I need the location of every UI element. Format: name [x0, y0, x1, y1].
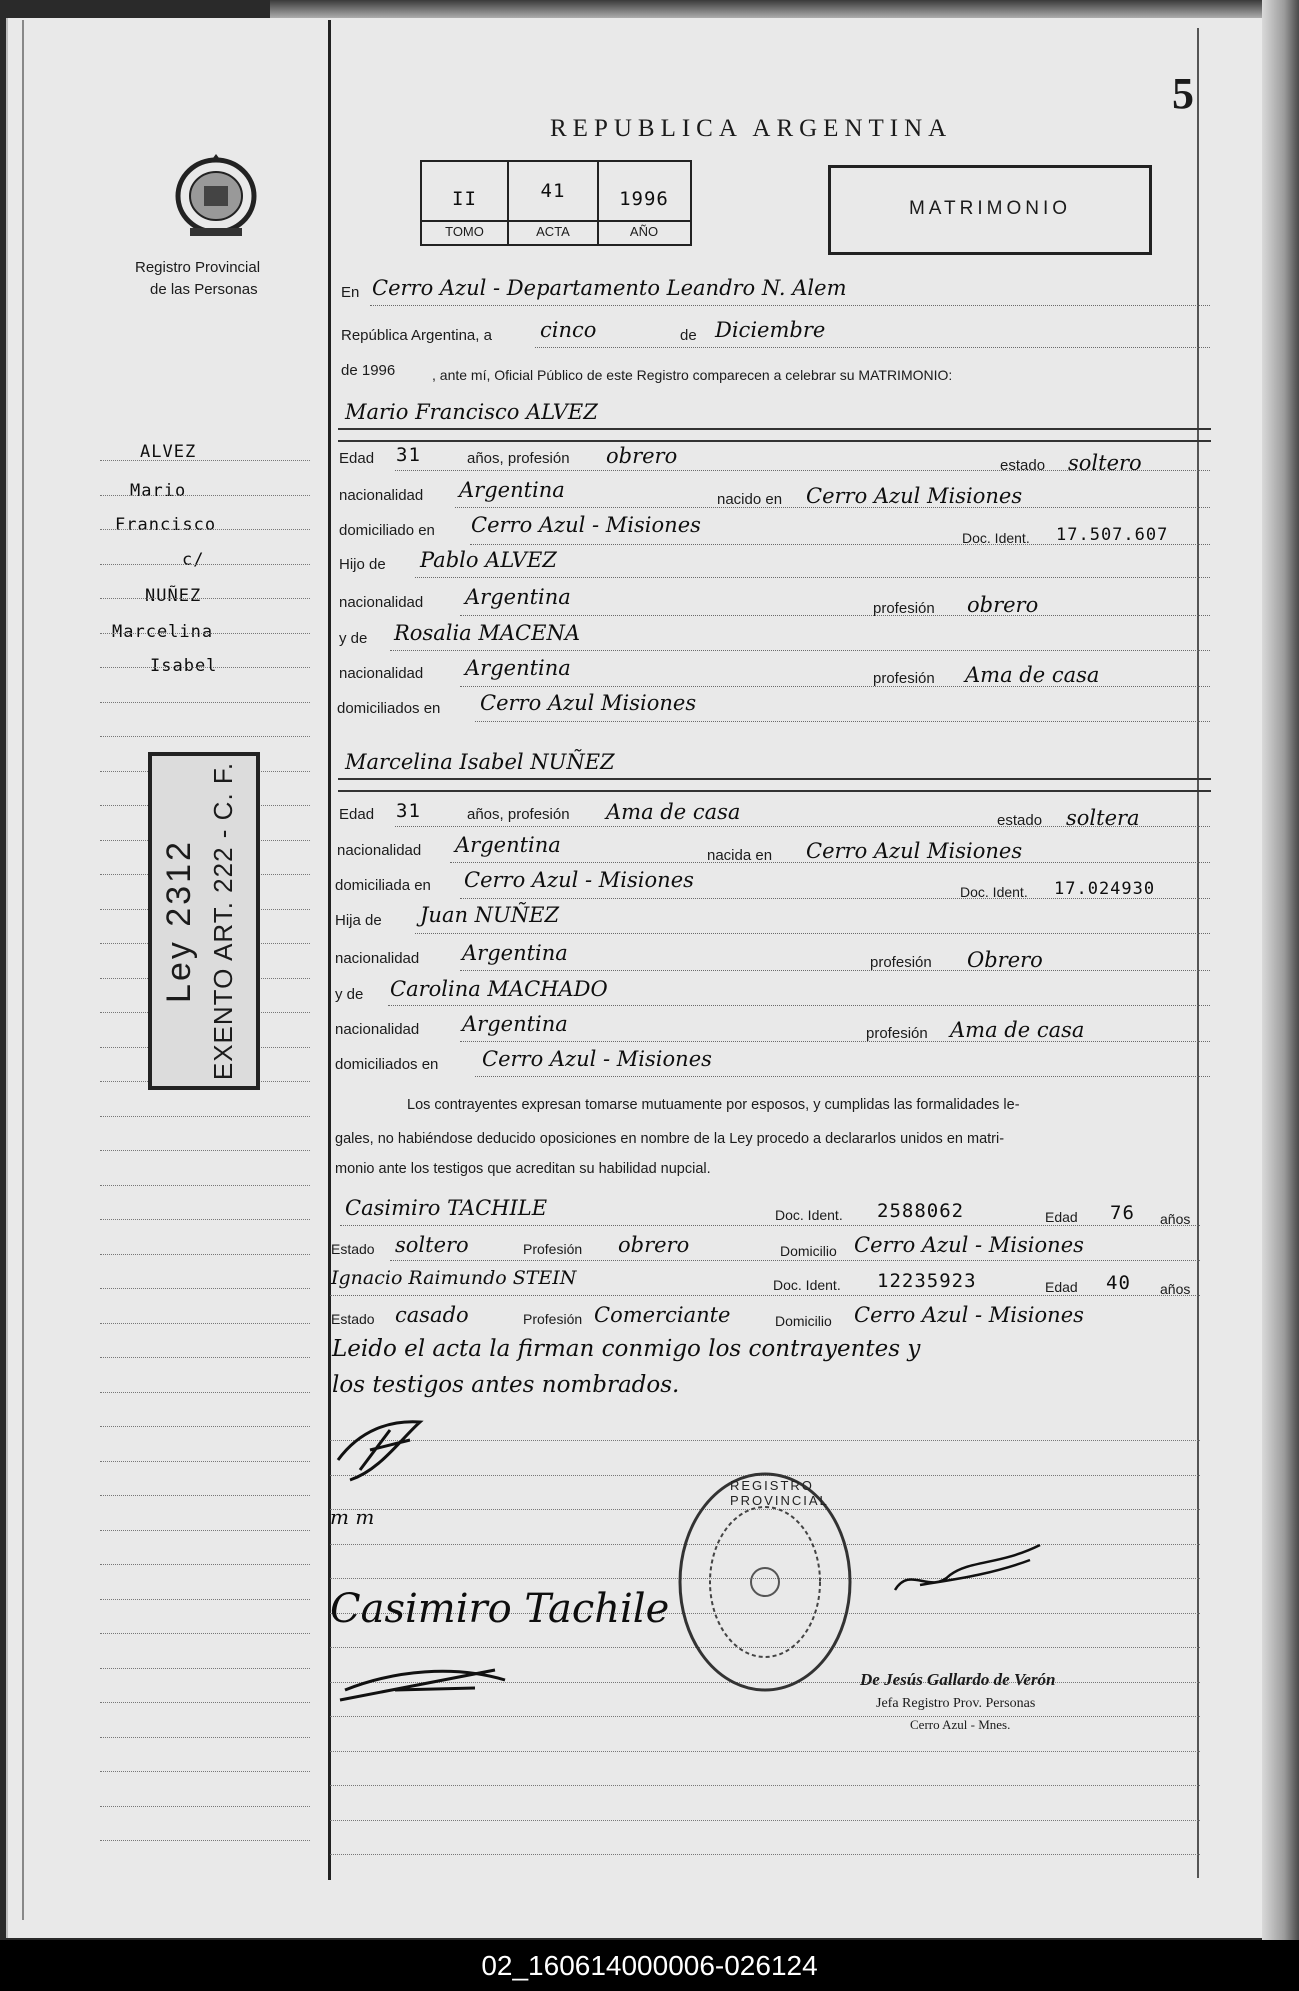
- groom-domicile: Cerro Azul - Misiones: [471, 513, 701, 537]
- groom-edad-label: Edad: [339, 450, 375, 467]
- legal-line-1: Los contrayentes expresan tomarse mutuamente por esposos, y cumplidas las formalidades le-: [407, 1097, 1020, 1113]
- emblem-icon: [170, 148, 262, 240]
- margin-rule: [100, 1702, 310, 1703]
- groom-father: Pablo ALVEZ: [420, 548, 557, 572]
- bride-hija-label: Hija de: [335, 912, 382, 929]
- bride-line-8: [475, 1076, 1210, 1077]
- margin-rule: [100, 564, 310, 565]
- bride-line-6: [388, 1005, 1210, 1006]
- bride-doc: 17.024930: [1054, 879, 1156, 899]
- bride-mnat-label: nacionalidad: [335, 1021, 420, 1038]
- official-name: De Jesús Gallardo de Verón: [860, 1670, 1056, 1689]
- w1-line-2: [390, 1260, 1200, 1261]
- page-number: 5: [1172, 69, 1194, 118]
- margin-rule: [100, 1219, 310, 1220]
- bride-line-3: [460, 898, 1210, 899]
- groom-doms-label: domiciliados en: [337, 700, 441, 717]
- margin-rule: [100, 736, 310, 737]
- bride-line-1: [395, 826, 1210, 827]
- official-title: Jefa Registro Prov. Personas: [876, 1696, 1036, 1711]
- signature-witness1: Casimiro Tachile: [330, 1586, 670, 1632]
- margin-rule: [100, 1116, 310, 1117]
- groom-mother-prof: Ama de casa: [965, 663, 1100, 687]
- line-place: [370, 305, 1210, 306]
- margin-rule: [100, 460, 310, 461]
- de-label: de: [680, 327, 697, 344]
- groom-birthplace: Cerro Azul Misiones: [806, 484, 1023, 508]
- bride-nac-label: nacionalidad: [337, 842, 422, 859]
- witness2-age: 40: [1106, 1272, 1131, 1294]
- footer-id: 02_160614000006-026124: [481, 1950, 818, 1981]
- witness2-prof-label: Profesión: [523, 1311, 583, 1327]
- witness2-estado: casado: [395, 1303, 469, 1327]
- witness2-domic-label: Domicilio: [775, 1313, 832, 1329]
- closing-line-1: Leido el acta la firman conmigo los contrayentes y: [332, 1336, 921, 1362]
- bride-fnat-label: nacionalidad: [335, 950, 420, 967]
- round-stamp: [675, 1470, 855, 1695]
- bride-profession: Ama de casa: [606, 800, 741, 824]
- bride-age: 31: [396, 800, 421, 822]
- margin-rule: [100, 1495, 310, 1496]
- body-rule: [330, 1440, 1200, 1441]
- groom-mnat-label: nacionalidad: [339, 665, 424, 682]
- body-rule: [330, 1820, 1200, 1821]
- signature-groom: [330, 1410, 450, 1490]
- bride-yde-label: y de: [335, 986, 364, 1003]
- stamp-law: Ley 2312: [160, 839, 198, 1003]
- witness1-anos-label: años: [1160, 1211, 1191, 1227]
- bride-nationality: Argentina: [455, 833, 561, 857]
- bride-name-line2: [338, 790, 1211, 792]
- bride-nacida-label: nacida en: [707, 847, 773, 864]
- groom-doc: 17.507.607: [1056, 525, 1169, 545]
- margin-name-5: NUÑEZ: [145, 586, 202, 606]
- day-value: cinco: [540, 318, 597, 342]
- exemption-stamp: [148, 752, 260, 1090]
- margin-rule: [100, 1461, 310, 1462]
- bride-mother: Carolina MACHADO: [390, 977, 608, 1001]
- bride-doms-label: domiciliados en: [335, 1056, 439, 1073]
- witness2-domicile: Cerro Azul - Misiones: [854, 1303, 1084, 1327]
- groom-mother-nat: Argentina: [465, 656, 571, 680]
- groom-age: 31: [396, 444, 421, 466]
- w1-line-1: [340, 1225, 1200, 1226]
- margin-name-4: c/: [182, 550, 205, 570]
- groom-father-nat: Argentina: [465, 585, 571, 609]
- groom-estado-label: estado: [1000, 457, 1046, 474]
- month-value: Diciembre: [715, 318, 826, 342]
- margin-rule: [100, 1737, 310, 1738]
- provincial-emblem: [170, 148, 262, 240]
- bride-domicile: Cerro Azul - Misiones: [464, 868, 694, 892]
- groom-nac-label: nacionalidad: [339, 487, 424, 504]
- margin-rule: [100, 1806, 310, 1807]
- margin-name-7: Isabel: [150, 656, 218, 676]
- body-rule: [330, 1785, 1200, 1786]
- groom-yde-label: y de: [339, 630, 368, 647]
- bride-parents-domicile: Cerro Azul - Misiones: [482, 1047, 712, 1071]
- republica-label: República Argentina, a: [341, 327, 492, 344]
- groom-nationality: Argentina: [459, 478, 565, 502]
- body-rule: [330, 1854, 1200, 1855]
- bride-line-7: [460, 1041, 1210, 1042]
- witness1-prof-label: Profesión: [523, 1241, 583, 1257]
- groom-doc-label: Doc. Ident.: [962, 530, 1030, 546]
- bride-father-nat: Argentina: [462, 941, 568, 965]
- groom-line-6: [390, 650, 1210, 651]
- bride-mother-prof: Ama de casa: [950, 1018, 1085, 1042]
- type-box: [828, 165, 1152, 255]
- country-title: REPUBLICA ARGENTINA: [550, 115, 953, 142]
- groom-mother: Rosalia MACENA: [394, 621, 580, 645]
- groom-line-7: [460, 686, 1210, 687]
- bride-line-4: [415, 933, 1210, 934]
- en-label: En: [341, 284, 360, 301]
- margin-rule: [100, 1530, 310, 1531]
- witness2-doc-label: Doc. Ident.: [773, 1277, 841, 1293]
- witness2-doc: 12235923: [877, 1270, 977, 1292]
- margin-rule: [100, 1840, 310, 1841]
- groom-hijo-label: Hijo de: [339, 556, 386, 573]
- left-margin-line: [22, 20, 24, 1920]
- line-date: [535, 347, 1210, 348]
- bride-father-prof: Obrero: [967, 948, 1043, 972]
- groom-estado: soltero: [1068, 451, 1142, 475]
- groom-prof-label: años, profesión: [467, 450, 570, 467]
- witness2-profession: Comerciante: [594, 1303, 731, 1327]
- groom-parents-domicile: Cerro Azul Misiones: [480, 691, 697, 715]
- bride-dom-label: domiciliada en: [335, 877, 431, 894]
- signature-scribble-icon: [330, 1410, 450, 1490]
- margin-name-1: ALVEZ: [140, 442, 197, 462]
- witness1-domicile: Cerro Azul - Misiones: [854, 1233, 1084, 1257]
- place-value: Cerro Azul - Departamento Leandro N. Alem: [372, 276, 847, 300]
- body-rule: [330, 1751, 1200, 1752]
- groom-fnat-label: nacionalidad: [339, 594, 424, 611]
- groom-line-4: [415, 577, 1210, 578]
- bride-line-5: [460, 970, 1210, 971]
- margin-rule: [100, 598, 310, 599]
- statement: , ante mí, Oficial Público de este Registro comparecen a celebrar su MATRIMONIO:: [432, 367, 953, 383]
- top-edge: [270, 0, 1299, 20]
- bride-edad-label: Edad: [339, 806, 375, 823]
- footer-bar: [0, 1940, 1299, 1991]
- witness1-profession: obrero: [618, 1233, 690, 1257]
- groom-line-2: [455, 507, 1210, 508]
- bride-doc-label: Doc. Ident.: [960, 884, 1028, 900]
- margin-rule: [100, 1426, 310, 1427]
- groom-name-line: [338, 428, 1211, 430]
- groom-line-1: [395, 470, 1210, 471]
- official-signature: [890, 1525, 1050, 1605]
- groom-name-line2: [338, 440, 1211, 442]
- margin-rule: [100, 1392, 310, 1393]
- groom-name: Mario Francisco ALVEZ: [345, 400, 598, 424]
- stamp-exempt: EXENTO ART. 222 - C. F.: [208, 761, 238, 1081]
- bride-estado: soltera: [1066, 806, 1140, 830]
- ano-value: 1996: [619, 188, 669, 210]
- bride-mprof-label: profesión: [866, 1025, 928, 1042]
- bride-father: Juan NUÑEZ: [420, 903, 560, 927]
- signature-scribble-icon-3: [890, 1525, 1050, 1605]
- groom-line-8: [475, 721, 1210, 722]
- closing-line-2: los testigos antes nombrados.: [332, 1372, 680, 1398]
- groom-line-3: [470, 544, 1210, 545]
- margin-rule: [100, 1668, 310, 1669]
- w2-line-1: [330, 1295, 1200, 1296]
- witness2-estado-label: Estado: [331, 1311, 375, 1327]
- margin-rule: [100, 1564, 310, 1565]
- signature-scribble-icon-2: [335, 1650, 515, 1710]
- margin-rule: [100, 633, 310, 634]
- acta-value: 41: [540, 180, 566, 202]
- groom-father-prof: obrero: [967, 593, 1039, 617]
- signature-bride: m m: [330, 1505, 375, 1529]
- margin-name-2: Mario: [130, 481, 187, 501]
- margin-rule: [100, 1771, 310, 1772]
- witness1-domic-label: Domicilio: [780, 1243, 837, 1259]
- witness1-edad-label: Edad: [1045, 1209, 1078, 1225]
- ano-label: AÑO: [629, 224, 659, 239]
- register-box: [420, 160, 692, 246]
- witness1-estado-label: Estado: [331, 1241, 375, 1257]
- margin-rule: [100, 495, 310, 496]
- type-label: MATRIMONIO: [908, 198, 1072, 219]
- margin-name-3: Francisco: [115, 515, 217, 535]
- body-rule: [330, 1716, 1200, 1717]
- witness2-anos-label: años: [1160, 1281, 1191, 1297]
- groom-fprof-label: profesión: [873, 600, 935, 617]
- witness1-estado: soltero: [395, 1233, 469, 1257]
- registry-line2: de las Personas: [150, 281, 258, 298]
- witness2-edad-label: Edad: [1045, 1279, 1078, 1295]
- bride-fprof-label: profesión: [870, 954, 932, 971]
- right-edge: [1262, 0, 1299, 1940]
- margin-rule: [100, 1599, 310, 1600]
- margin-rule: [100, 529, 310, 530]
- witness1-age: 76: [1110, 1202, 1135, 1224]
- bride-estado-label: estado: [997, 812, 1043, 829]
- bride-mother-nat: Argentina: [462, 1012, 568, 1036]
- registry-line1: Registro Provincial: [135, 259, 261, 276]
- witness2-name: Ignacio Raimundo STEIN: [331, 1267, 577, 1289]
- bride-birthplace: Cerro Azul Misiones: [806, 839, 1023, 863]
- legal-line-2: gales, no habiéndose deducido oposiciones en nombre de la Ley procedo a declararlos unidos en matri-: [335, 1131, 1005, 1147]
- witness1-name: Casimiro TACHILE: [345, 1196, 548, 1220]
- tomo-label: TOMO: [445, 224, 484, 239]
- groom-nacido-label: nacido en: [717, 491, 783, 508]
- groom-mprof-label: profesión: [873, 670, 935, 687]
- witness1-doc-label: Doc. Ident.: [775, 1207, 843, 1223]
- groom-line-5: [460, 615, 1210, 616]
- margin-rule: [100, 1254, 310, 1255]
- margin-name-6: Marcelina: [112, 622, 214, 642]
- margin-rule: [100, 1357, 310, 1358]
- bride-prof-label: años, profesión: [467, 806, 570, 823]
- groom-profession: obrero: [606, 444, 678, 468]
- groom-dom-label: domiciliado en: [339, 522, 435, 539]
- bride-name-line: [338, 778, 1211, 780]
- bride-line-2: [450, 862, 1210, 863]
- margin-rule: [100, 702, 310, 703]
- tomo-value: II: [452, 188, 477, 210]
- margin-rule: [100, 1633, 310, 1634]
- acta-label: ACTA: [536, 224, 570, 239]
- margin-rule: [100, 1288, 310, 1289]
- signature-witness2: [335, 1650, 515, 1710]
- margin-rule: [100, 667, 310, 668]
- margin-rule: [100, 1323, 310, 1324]
- margin-rule: [100, 1150, 310, 1151]
- round-stamp-text: REGISTRO PROVINCIAL: [730, 1478, 829, 1508]
- legal-line-3: monio ante los testigos que acreditan su habilidad nupcial.: [335, 1161, 711, 1177]
- official-place: Cerro Azul - Mnes.: [910, 1717, 1011, 1732]
- witness1-doc: 2588062: [877, 1200, 965, 1222]
- year-label: de 1996: [341, 362, 396, 379]
- bride-name: Marcelina Isabel NUÑEZ: [345, 750, 615, 774]
- margin-rule: [100, 1185, 310, 1186]
